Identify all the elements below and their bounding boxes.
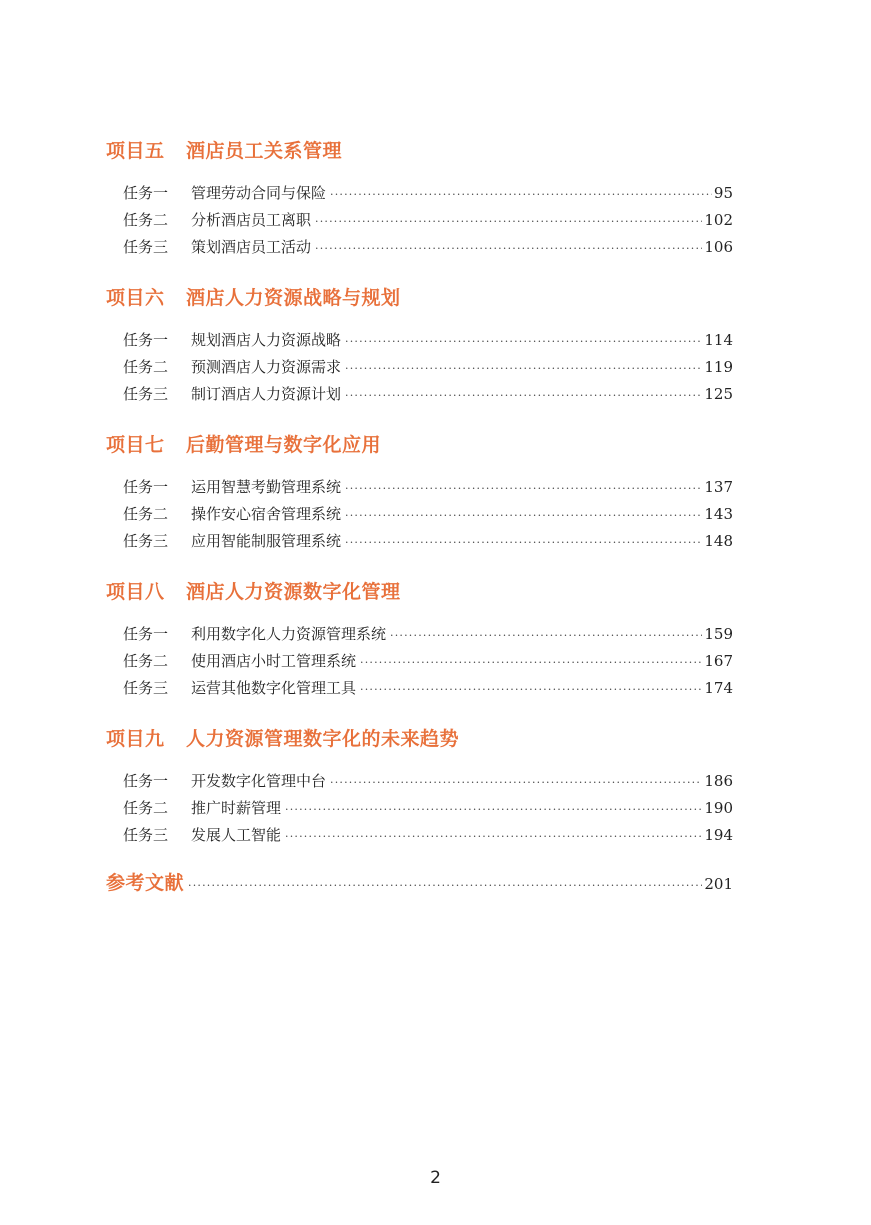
table-of-contents [106,138,733,897]
task-number: 任务一 [123,772,169,790]
page-ref: 201 [704,875,733,893]
dot-leader [360,649,702,676]
toc-entry[interactable] [106,474,733,501]
page-number: 2 [430,1168,441,1188]
project-heading[interactable] [106,579,733,605]
task-title: 预测酒店人力资源需求 [191,358,342,376]
page-ref: 190 [704,799,733,817]
task-number: 任务二 [123,799,169,817]
project-number: 项目七 [106,434,165,456]
toc-project-9 [106,726,733,849]
project-number: 项目八 [106,581,165,603]
task-title: 推广时薪管理 [191,799,282,817]
toc-entry[interactable] [106,822,733,849]
dot-leader [315,208,702,235]
project-heading[interactable] [106,138,733,164]
task-title: 开发数字化管理中台 [191,772,327,790]
page-ref: 194 [704,826,733,844]
dot-leader [285,796,702,823]
task-number: 任务二 [123,358,169,376]
page-ref: 106 [704,238,733,256]
project-number: 项目五 [106,140,165,162]
project-heading[interactable] [106,285,733,311]
task-number: 任务一 [123,184,169,202]
task-title: 运用智慧考勤管理系统 [191,478,342,496]
task-title: 运营其他数字化管理工具 [191,679,357,697]
project-heading[interactable] [106,432,733,458]
toc-entry[interactable] [106,528,733,555]
dot-leader [330,181,712,208]
dot-leader [345,475,702,502]
task-number: 任务三 [123,238,169,256]
toc-entry[interactable] [106,768,733,795]
page-ref: 174 [704,679,733,697]
page-ref: 119 [704,358,733,376]
task-title: 规划酒店人力资源战略 [191,331,342,349]
project-number: 项目九 [106,728,165,750]
page-ref: 102 [704,211,733,229]
toc-entry[interactable] [106,354,733,381]
page-ref: 95 [713,184,733,202]
task-title: 制订酒店人力资源计划 [191,385,342,403]
project-title: 酒店员工关系管理 [186,140,343,162]
task-title: 发展人工智能 [191,826,282,844]
toc-entry[interactable] [106,381,733,408]
page-ref: 137 [704,478,733,496]
task-number: 任务三 [123,826,169,844]
page-ref: 143 [704,505,733,523]
project-title: 后勤管理与数字化应用 [186,434,382,456]
task-title: 策划酒店员工活动 [191,238,312,256]
task-number: 任务三 [123,679,169,697]
task-title: 操作安心宿舍管理系统 [191,505,342,523]
project-title: 人力资源管理数字化的未来趋势 [186,728,460,750]
references-title: 参考文献 [106,872,185,894]
dot-leader [390,622,702,649]
task-title: 分析酒店员工离职 [191,211,312,229]
task-number: 任务二 [123,652,169,670]
dot-leader [345,502,702,529]
toc-entry[interactable] [106,327,733,354]
toc-references[interactable] [106,869,733,897]
toc-entry[interactable] [106,501,733,528]
toc-project-5 [106,138,733,261]
dot-leader [188,872,702,900]
toc-project-6 [106,285,733,408]
project-heading[interactable] [106,726,733,752]
task-number: 任务一 [123,625,169,643]
dot-leader [345,328,702,355]
task-number: 任务三 [123,385,169,403]
page-ref: 167 [704,652,733,670]
task-title: 利用数字化人力资源管理系统 [191,625,387,643]
dot-leader [345,382,702,409]
dot-leader [360,676,702,703]
task-number: 任务一 [123,478,169,496]
toc-entry[interactable] [106,180,733,207]
project-title: 酒店人力资源数字化管理 [186,581,401,603]
toc-project-7 [106,432,733,555]
toc-entry[interactable] [106,207,733,234]
toc-entry[interactable] [106,675,733,702]
page-ref: 159 [704,625,733,643]
dot-leader [330,769,702,796]
page-ref: 125 [704,385,733,403]
page-ref: 186 [704,772,733,790]
page-ref: 114 [704,331,733,349]
toc-entry[interactable] [106,621,733,648]
toc-entry[interactable] [106,795,733,822]
toc-entry[interactable] [106,648,733,675]
task-number: 任务二 [123,505,169,523]
dot-leader [345,529,702,556]
task-number: 任务二 [123,211,169,229]
toc-entry[interactable] [106,234,733,261]
task-title: 使用酒店小时工管理系统 [191,652,357,670]
task-number: 任务一 [123,331,169,349]
dot-leader [345,355,702,382]
dot-leader [285,823,702,850]
task-number: 任务三 [123,532,169,550]
project-number: 项目六 [106,287,165,309]
toc-project-8 [106,579,733,702]
task-title: 应用智能制服管理系统 [191,532,342,550]
task-title: 管理劳动合同与保险 [191,184,327,202]
dot-leader [315,235,702,262]
page-ref: 148 [704,532,733,550]
project-title: 酒店人力资源战略与规划 [186,287,401,309]
